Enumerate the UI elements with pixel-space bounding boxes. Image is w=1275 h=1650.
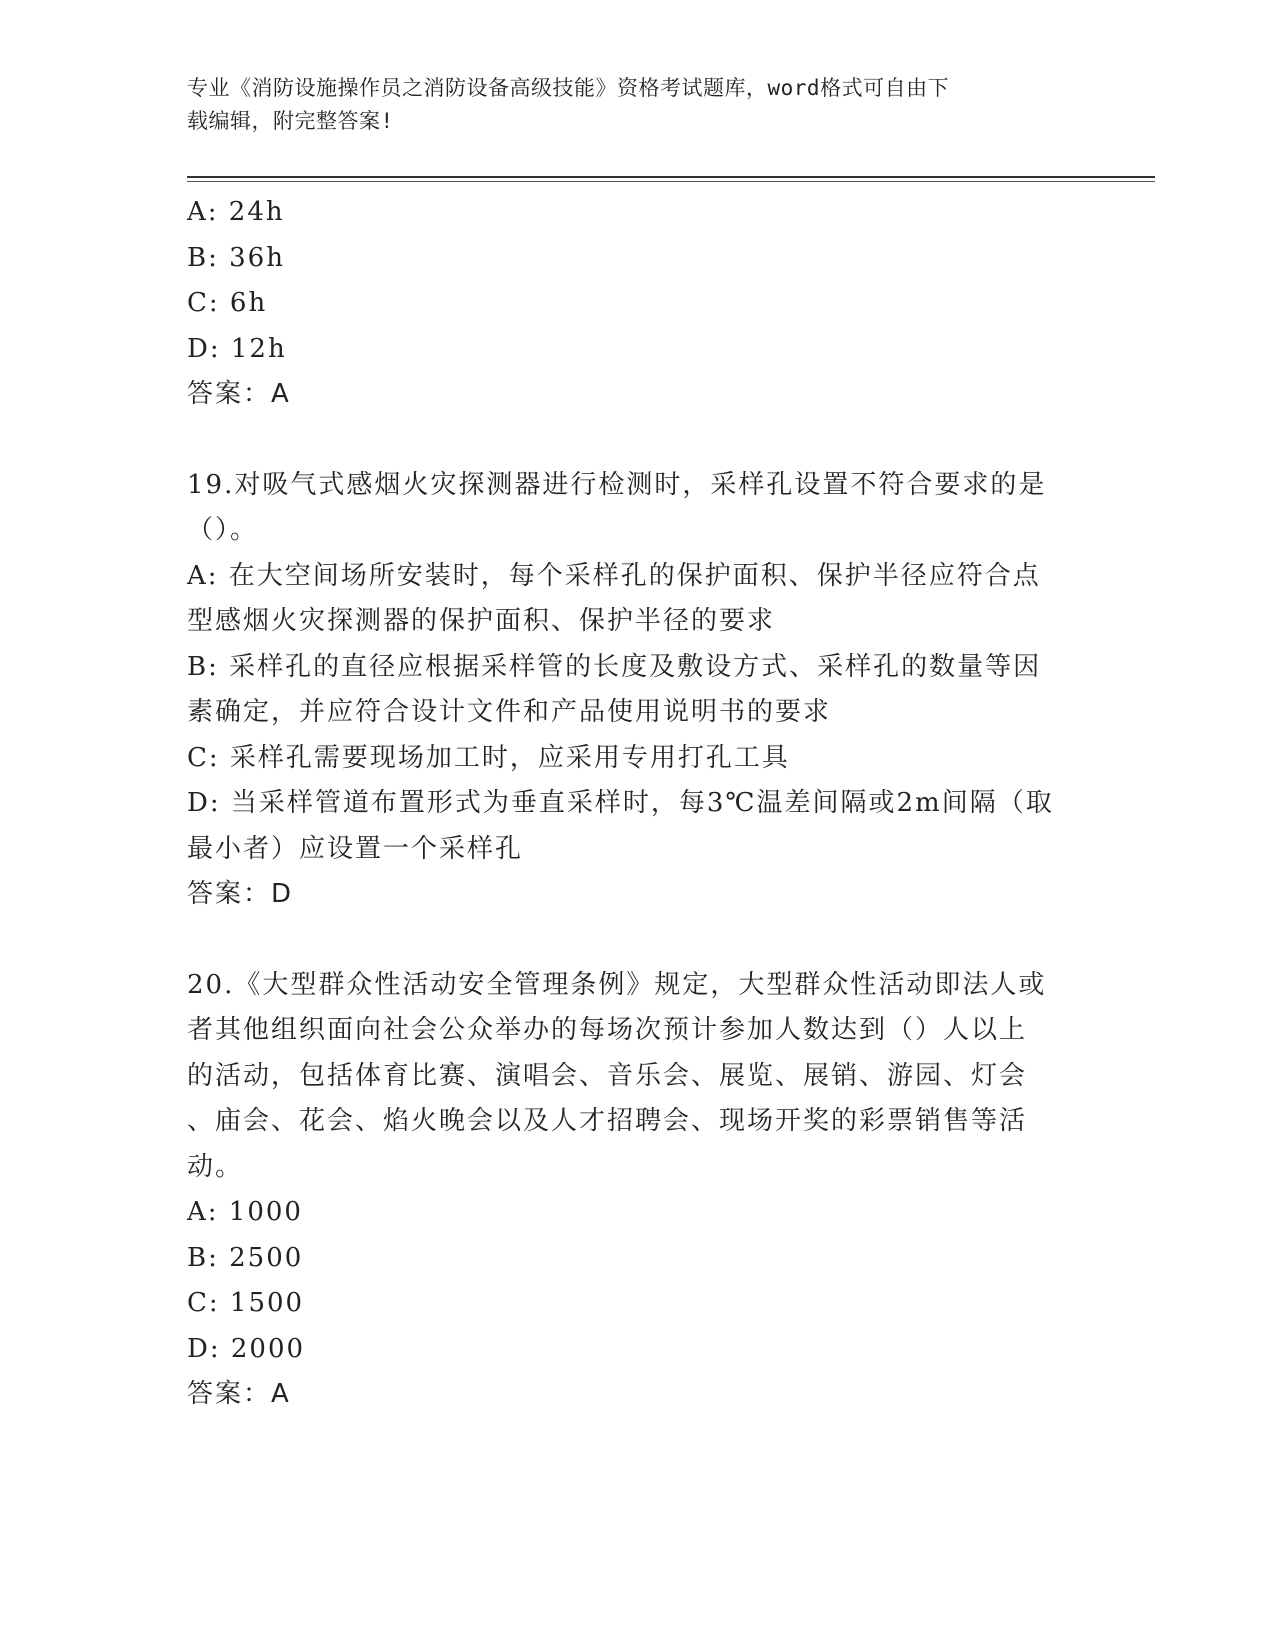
q19-stem-line-2: （）。 bbox=[187, 515, 259, 545]
q20-option-b: B: 2500 bbox=[187, 1242, 304, 1273]
q20-answer: 答案：A bbox=[187, 1379, 291, 1409]
q20-option-c: C: 1500 bbox=[187, 1288, 305, 1318]
q19-option-d-line-1: D: 当采样管道布置形式为垂直采样时，每3℃温差间隔或2m间隔（取 bbox=[187, 788, 1054, 818]
q20-option-a: A: 1000 bbox=[187, 1197, 303, 1227]
spacer bbox=[187, 918, 1087, 963]
q20-stem-line-5: 动。 bbox=[187, 1151, 244, 1182]
q18-option-d: D: 12h bbox=[187, 333, 287, 364]
question-19 bbox=[187, 463, 1087, 918]
header-line-2: 载编辑，附完整答案! bbox=[187, 109, 394, 133]
q20-option-d: D: 2000 bbox=[187, 1333, 306, 1364]
q20-stem-line-3: 的活动，包括体育比赛、演唱会、音乐会、展览、展销、游园、灯会 bbox=[187, 1060, 1028, 1091]
q18-option-b: B: 36h bbox=[187, 242, 285, 273]
question-18 bbox=[187, 190, 1087, 418]
q19-option-c: C: 采样孔需要现场加工时，应采用专用打孔工具 bbox=[187, 742, 790, 773]
header-line-1: 专业《消防设施操作员之消防设备高级技能》资格考试题库，word格式可自由下 bbox=[187, 76, 950, 100]
spacer bbox=[187, 418, 1087, 463]
question-20 bbox=[187, 963, 1087, 1418]
q19-option-b-line-1: B: 采样孔的直径应根据采样管的长度及敷设方式、采样孔的数量等因 bbox=[187, 651, 1042, 682]
q20-stem-line-4: 、庙会、花会、焰火晚会以及人才招聘会、现场开奖的彩票销售等活 bbox=[187, 1106, 1028, 1136]
q18-option-c: C: 6h bbox=[187, 288, 268, 318]
q19-option-a-line-1: A: 在大空间场所安装时，每个采样孔的保护面积、保护半径应符合点 bbox=[187, 560, 1041, 591]
q19-option-d-line-2: 最小者）应设置一个采样孔 bbox=[187, 833, 524, 864]
q18-answer: 答案：A bbox=[187, 379, 291, 409]
q19-stem-line-1: 19.对吸气式感烟火灾探测器进行检测时，采样孔设置不符合要求的是 bbox=[187, 469, 1047, 500]
q19-answer: 答案：D bbox=[187, 879, 294, 909]
q19-option-b-line-2: 素确定，并应符合设计文件和产品使用说明书的要求 bbox=[187, 697, 832, 727]
q20-stem-line-1: 20.《大型群众性活动安全管理条例》规定，大型群众性活动即法人或 bbox=[187, 969, 1047, 1000]
header-rule-thick bbox=[187, 176, 1155, 178]
document-body bbox=[187, 190, 1087, 1418]
q19-option-a-line-2: 型感烟火灾探测器的保护面积、保护半径的要求 bbox=[187, 606, 776, 636]
q18-option-a: A: 24h bbox=[187, 197, 285, 227]
page-header bbox=[187, 72, 1067, 138]
q20-stem-line-2: 者其他组织面向社会公众举办的每场次预计参加人数达到（）人以上 bbox=[187, 1015, 1028, 1045]
header-rule-thin bbox=[187, 181, 1155, 182]
